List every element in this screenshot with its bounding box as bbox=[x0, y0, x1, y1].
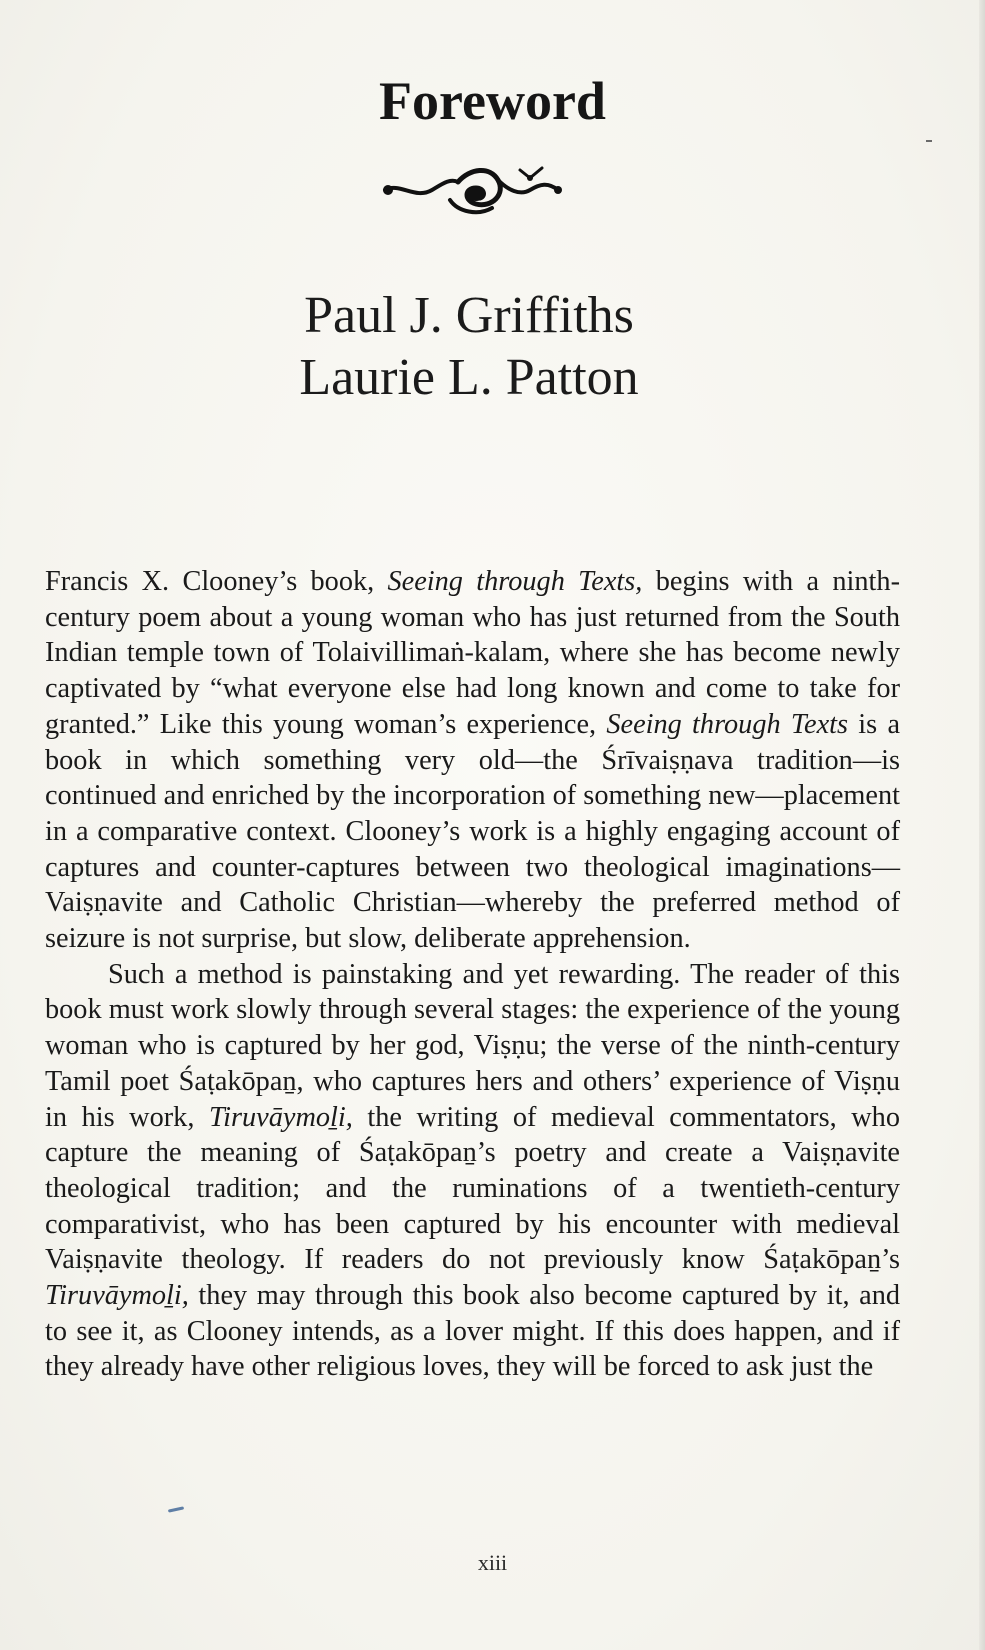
body-text bbox=[45, 564, 900, 1385]
page-title: Foreword bbox=[379, 71, 606, 131]
text-run: Such a method is painstaking and yet rewarding. The reader of this book must work slowly through several stages: the experience of the young woman who is captured by her god, Viṣṇu; the verse of the ninth-century Tamil poet Śaṭakōpaṉ, who captures hers and others’ experience of Viṣṇu in his work, bbox=[45, 958, 900, 1133]
book-title-italic: Seeing through Texts bbox=[606, 708, 849, 740]
text-run: the writing of medieval commentators, who capture the meaning of Śaṭakōpaṉ’s poetry and create a Vaiṣṇavite theological tradition; and the ruminations of a twentieth-century comparativist, who has been captured by his encounter with medieval Vaiṣṇavite theology. If readers do not previously know Śaṭakōpaṉ’s bbox=[45, 1101, 900, 1276]
text-run: they may through this book also become captured by it, and to see it, as Clooney intends, as a lover might. If this does happen, and if they already have other religious loves, they will be forced to ask just the bbox=[45, 1280, 900, 1383]
work-title-italic: Tiruvāymoḻi, bbox=[208, 1101, 353, 1133]
paragraph bbox=[45, 957, 900, 1385]
scan-speck bbox=[168, 1506, 184, 1512]
author-name: Laurie L. Patton bbox=[299, 349, 639, 406]
work-title-italic: Tiruvāymoḻi, bbox=[45, 1280, 189, 1312]
paragraph bbox=[45, 564, 900, 957]
page-number: xiii bbox=[477, 1550, 508, 1575]
book-title-italic: Seeing through Texts, bbox=[387, 566, 643, 597]
text-run: Francis X. Clooney’s book, bbox=[45, 566, 388, 597]
text-run: begins with a ninth-century poem about a young woman who has just returned from the South Indian temple town of Tolaivillimaṅ-kalam, where she has become newly captivated by “what everyone else had long known and come to take for granted.” Like this young woman’s experience, bbox=[45, 566, 900, 740]
author-name: Paul J. Griffiths bbox=[304, 287, 634, 344]
flourish-ornament-icon bbox=[380, 160, 565, 220]
page-mark bbox=[926, 140, 932, 142]
text-run: is a book in which something very old—the Śrīvaiṣṇava tradition—is continued and enriched by the incorporation of something new—placement in a comparative context. Clooney’s work is a highly engaging account of captures and counter-captures between two theological imaginations—Vaiṣṇavite and Catholic Christian—whereby the preferred method of seizure is not surprise, but slow, deliberate apprehension. bbox=[45, 708, 901, 955]
page-edge-shadow bbox=[979, 0, 985, 1650]
